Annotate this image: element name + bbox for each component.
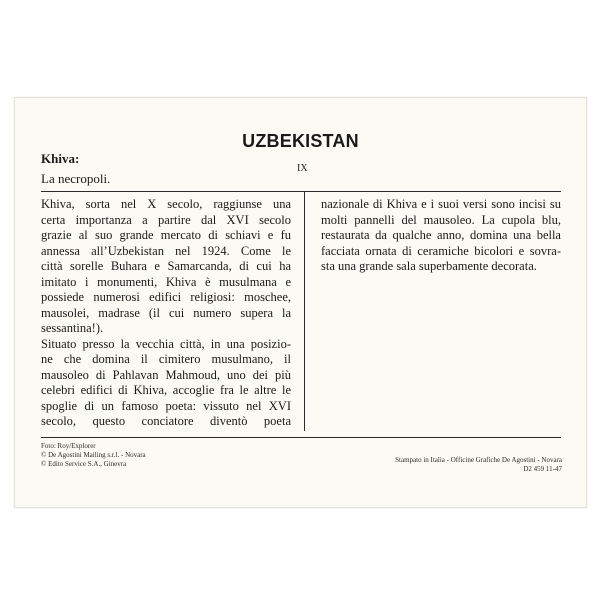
- text-line: grazie al suo grande mercato di schiavi e fu: [41, 228, 291, 242]
- text-line: ne che domina il cimitero musulmano, il: [41, 352, 291, 366]
- text-line: città sorelle Buhara e Samarcanda, di cui ha: [41, 259, 291, 273]
- place-heading: Khiva:: [41, 151, 80, 166]
- text-line: annessa all’Uzbekistan nel 1924. Come le: [41, 243, 291, 258]
- text-line: possiede numerosi edifici religiosi: moschee,: [41, 290, 291, 304]
- text-line: mausoleo di Pahlavan Mahmoud, uno dei più: [41, 367, 291, 382]
- text-line: restaurata da qualche anno, domina una bella: [321, 228, 561, 242]
- text-line: molti pannelli del mausoleo. La cupola blu,: [321, 212, 561, 227]
- left-text-column: [41, 197, 291, 430]
- top-divider: [41, 191, 561, 192]
- card-title: UZBEKISTAN: [242, 131, 359, 151]
- column-divider: [304, 191, 305, 431]
- right-text-column: [321, 197, 561, 275]
- card-number: IX: [297, 163, 308, 174]
- text-line: certa importanza a partire dal XVI secolo: [41, 212, 291, 227]
- text-line: nazionale di Khiva e i suoi versi sono incisi su: [321, 197, 561, 211]
- credits: [41, 442, 146, 469]
- photo-credit: Foto: Roy/Explorer: [41, 442, 96, 450]
- text-line: Khiva, sorta nel X secolo, raggiunse una: [41, 197, 291, 211]
- text-line: spoglie di un famoso poeta: vissuto nel XVI: [41, 398, 291, 413]
- text-line: sessantina!).: [41, 321, 104, 335]
- text-line: facciata ornata di ceramiche bicolori e sovra-: [321, 243, 561, 258]
- bottom-divider: [41, 437, 561, 438]
- text-line: secolo, questo conciatore diventò poeta: [41, 414, 291, 428]
- copyright-line: © De Agostini Mailing s.r.l. - Novara: [41, 451, 146, 459]
- place-subtitle: La necropoli.: [41, 171, 111, 186]
- text-line: imitato i monumenti, Khiva è musulmana e: [41, 274, 291, 289]
- text-line: celebri edifici di Khiva, accoglie fra le altre le: [41, 383, 291, 397]
- text-line: sta una grande sala superbamente decorata.: [321, 259, 537, 273]
- printer-line: Stampato in Italia - Officine Grafiche De Agostini - Novara: [395, 456, 562, 464]
- text-line: mausolei, madrase (il cui numero supera la: [41, 305, 291, 320]
- text-line: Situato presso la vecchia città, in una posizio-: [41, 336, 291, 351]
- printing-info: [395, 456, 562, 474]
- copyright-line: © Edito Service S.A., Ginevra: [41, 460, 127, 468]
- print-code: D2 459 11-47: [523, 465, 562, 473]
- postcard-back: [14, 97, 587, 508]
